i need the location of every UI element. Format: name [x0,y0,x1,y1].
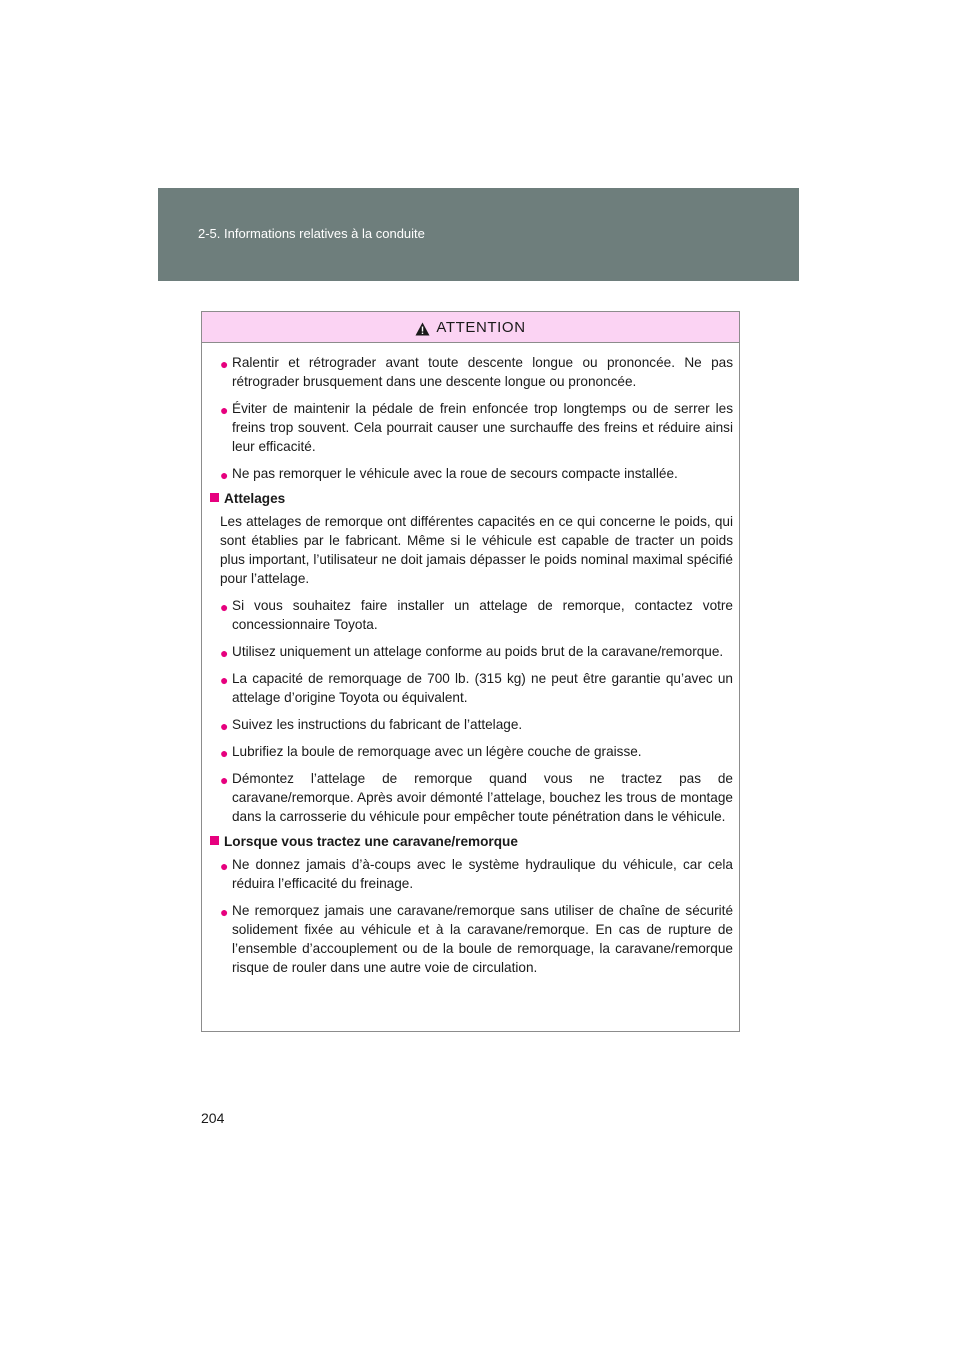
page-number: 204 [201,1110,225,1126]
bullet-dot-icon: ● [220,356,229,372]
section-heading-text: Lorsque vous tractez une caravane/remorque [224,834,518,849]
list-item-text: Si vous souhaitez faire installer un attelage de remorque, contactez votre concessionnaire Toyota. [232,598,733,632]
list-item-text: Utilisez uniquement un attelage conforme au poids brut de la caravane/remorque. [232,644,724,659]
bullet-dot-icon: ● [220,402,229,418]
list-item-text: Éviter de maintenir la pédale de frein enfoncée trop longtemps ou de serrer les freins trop souvent. Cela pourrait causer une surchauffe des freins et réduire ainsi leur efficacité. [232,401,733,454]
list-item-text: Ne donnez jamais d’à-coups avec le système hydraulique du véhicule, car cela réduira l’efficacité du freinage. [232,857,733,891]
section-heading-text: Attelages [224,491,286,506]
section-heading-towing [210,832,733,851]
bullet-dot-icon: ● [220,745,229,761]
section-header-bar [158,188,799,281]
list-item [210,669,733,707]
bullet-dot-icon: ● [220,645,229,661]
list-item-text: Suivez les instructions du fabricant de l’attelage. [232,717,523,732]
warning-content [202,343,739,977]
list-item-text: Démontez l’attelage de remorque quand vous ne tractez pas de caravane/remorque. Après avoir démonté l’attelage, bouchez les trous de montage dans la carrosserie du véhicule pour empêcher toute pénétration dans le véhicule. [232,771,733,824]
bullet-dot-icon: ● [220,467,229,483]
list-item-text: Ne remorquez jamais une caravane/remorque sans utiliser de chaîne de sécurité solidement fixée au véhicule et à la caravane/remorque. En cas de rupture de l’ensemble d’accouplement ou de la boule de remorquage, la caravane/remorque risque de rouler dans une autre voie de circulation. [232,903,733,975]
attelages-paragraph: Les attelages de remorque ont différentes capacités en ce qui concerne le poids, qui sont établies par le fabricant. Même si le véhicule est capable de tracter un poids plus important, l’utilisateur ne doit jamais dépasser le poids nominal maximal spécifié pour l’attelage. [220,514,733,586]
bullet-dot-icon: ● [220,718,229,734]
list-item [210,901,733,977]
bullet-dot-icon: ● [220,672,229,688]
list-item [210,742,733,761]
bullet-dot-icon: ● [220,858,229,874]
warning-box [201,311,740,1032]
bullet-dot-icon: ● [220,772,229,788]
list-item-text: La capacité de remorquage de 700 lb. (315 kg) ne peut être garantie qu’avec un attelage d’origine Toyota ou équivalent. [232,671,733,705]
list-item [210,769,733,826]
list-item [210,642,733,661]
list-item [210,353,733,391]
section-heading-attelages [210,489,733,508]
section-title: 2-5. Informations relatives à la conduite [198,226,425,241]
warning-header [202,312,739,343]
list-item [210,399,733,456]
bullet-dot-icon: ● [220,599,229,615]
list-item [210,715,733,734]
square-bullet-icon [210,836,219,845]
warning-triangle-icon [415,322,430,336]
list-item [210,596,733,634]
list-item [210,464,733,483]
list-item-text: Lubrifiez la boule de remorquage avec un légère couche de graisse. [232,744,642,759]
list-item-text: Ne pas remorquer le véhicule avec la roue de secours compacte installée. [232,466,678,481]
list-item-text: Ralentir et rétrograder avant toute descente longue ou prononcée. Ne pas rétrograder brusquement dans une descente longue ou prononcée. [232,355,733,389]
list-item [210,855,733,893]
square-bullet-icon [210,493,219,502]
warning-label: ATTENTION [436,318,526,336]
bullet-dot-icon: ● [220,904,229,920]
